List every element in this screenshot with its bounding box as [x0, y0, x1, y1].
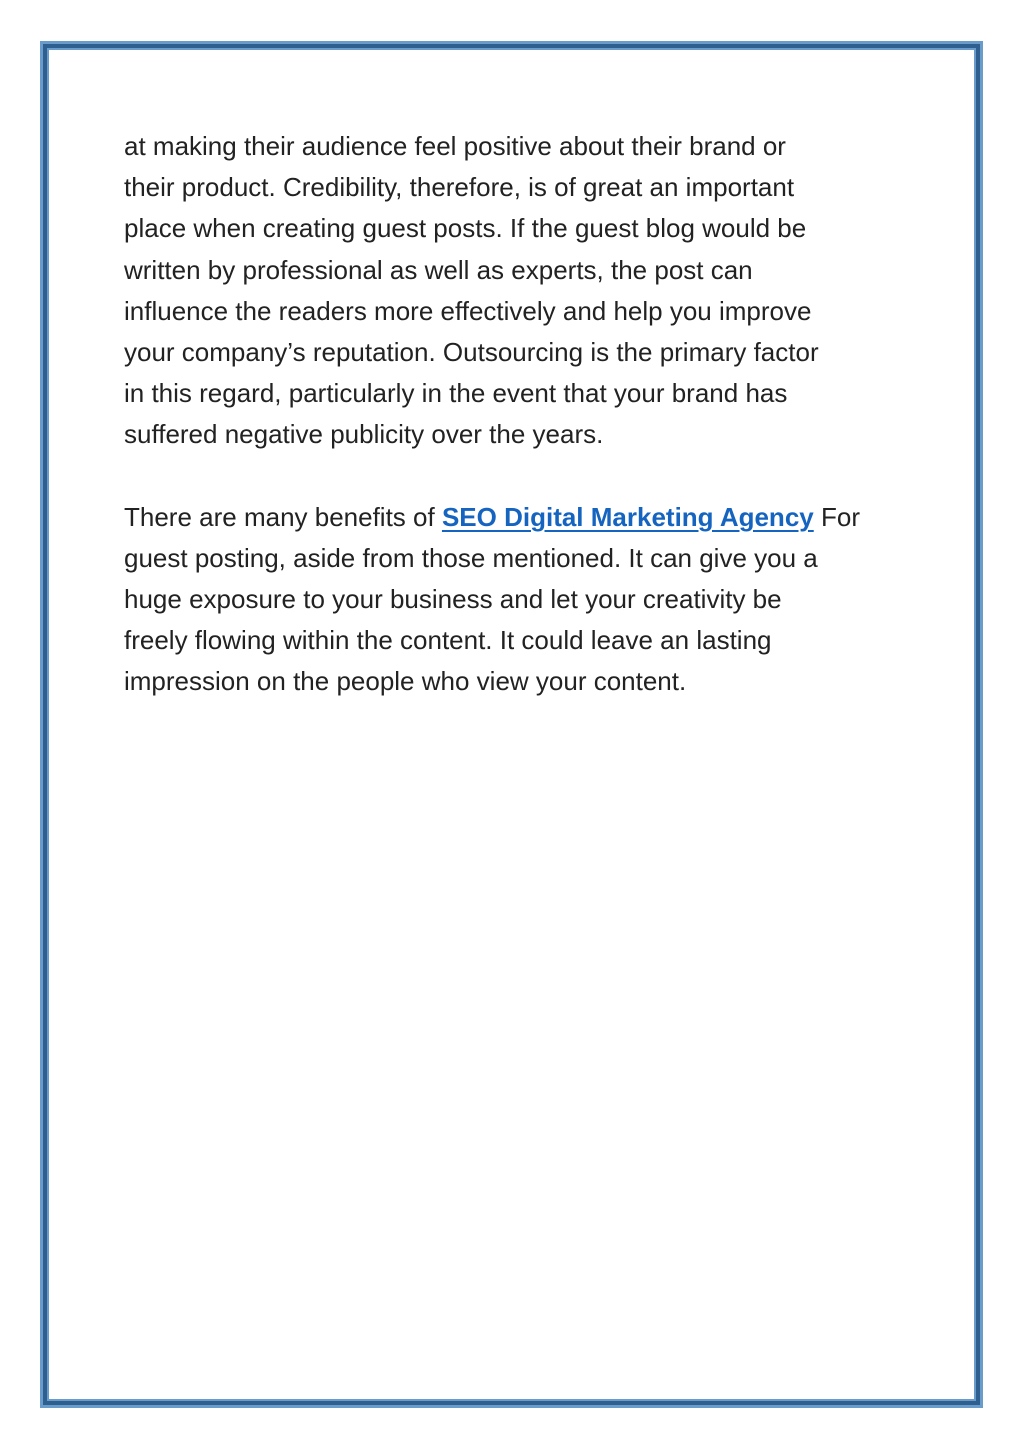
paragraph-credibility: at making their audience feel positive about their brand or their product. Credibility, therefore, is of great an important place when creating guest posts. If the guest blog would be written by professional as well as experts, the post can influence the readers more effectively and help you improve your company’s reputation. Outsourcing is the primary factor in this regard, particularly in the event that your brand has suffered negative publicity over the years. — [124, 131, 819, 450]
paragraph-benefits — [124, 497, 914, 703]
document-body — [124, 126, 914, 703]
paragraph-benefits-intro: There are many benefits of — [124, 501, 442, 532]
seo-agency-link[interactable]: SEO Digital Marketing Agency — [441, 501, 814, 532]
paragraph-benefits-rest: For guest posting, aside from those mentioned. It can give you a huge exposure to your business and let your creativity be freely flowing within the content. It could leave an lasting impression on the people who view your content. — [124, 501, 860, 697]
